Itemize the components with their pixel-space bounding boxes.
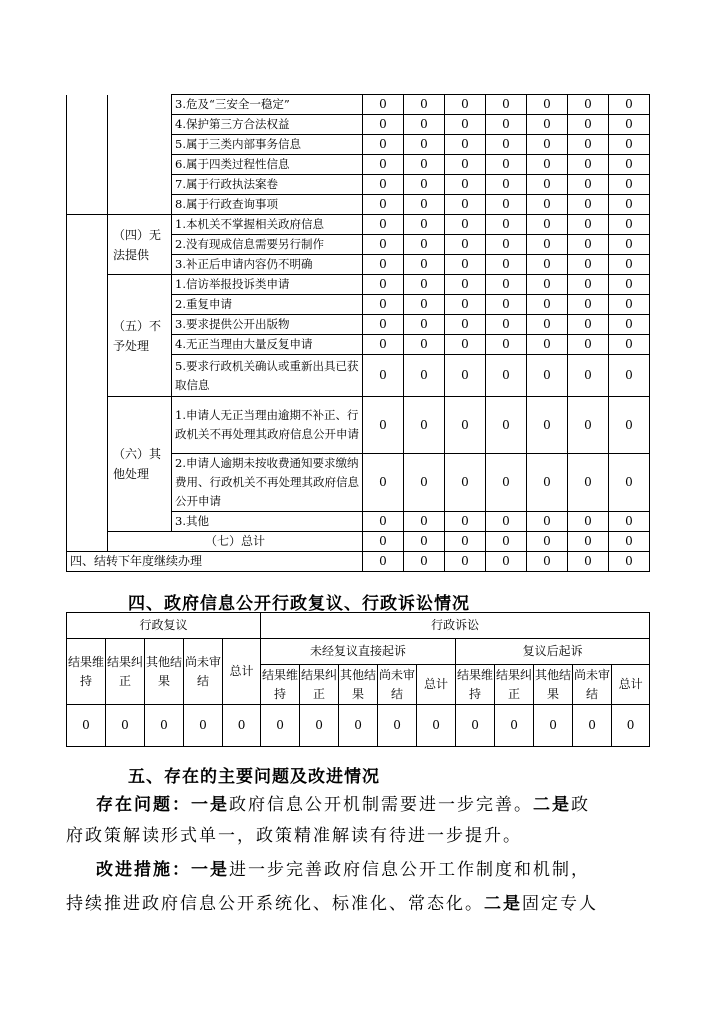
- value-cell: 0: [486, 135, 527, 155]
- value-cell: 0: [445, 512, 486, 532]
- value-cell: 0: [404, 95, 445, 115]
- table-row: [67, 95, 650, 115]
- value-cell: 0: [363, 155, 404, 175]
- value-cell: 0: [363, 275, 404, 295]
- p1-b-text: 政: [571, 795, 590, 815]
- value-cell: 0: [363, 115, 404, 135]
- value-cell: 0: [527, 355, 568, 397]
- value-cell: 0: [404, 235, 445, 255]
- value-cell: 0: [527, 215, 568, 235]
- after-col-0: 结果维持: [456, 665, 495, 705]
- value-cell: 0: [568, 552, 609, 572]
- m-b-text: 固定专人: [522, 894, 598, 914]
- direct-col-3: 尚未审结: [378, 665, 417, 705]
- value-cell: 0: [486, 512, 527, 532]
- value-cell: 0: [445, 195, 486, 215]
- direct-suit-header: 未经复议直接起诉: [261, 639, 456, 665]
- value-cell: 0: [568, 215, 609, 235]
- m-a-label: 一是: [191, 860, 229, 880]
- value-cell: 0: [363, 135, 404, 155]
- value-cell: 0: [445, 552, 486, 572]
- row-label: 5.要求行政机关确认或重新出具已获取信息: [172, 355, 363, 397]
- litigation-header: 行政诉讼: [261, 613, 650, 639]
- row-label: 1.信访举报投诉类申请: [172, 275, 363, 295]
- value-cell: 0: [363, 215, 404, 235]
- value-cell: 0: [527, 397, 568, 454]
- value-cell: 0: [609, 235, 650, 255]
- value-cell: 0: [568, 255, 609, 275]
- value-cell: 0: [404, 532, 445, 552]
- value-cell: 0: [568, 95, 609, 115]
- row-label: 4.保护第三方合法权益: [172, 115, 363, 135]
- value-cell: 0: [404, 215, 445, 235]
- row-label: 8.属于行政查询事项: [172, 195, 363, 215]
- row-label: 3.其他: [172, 512, 363, 532]
- value-cell: 0: [527, 195, 568, 215]
- value-cell: 0: [527, 175, 568, 195]
- value-cell: 0: [445, 397, 486, 454]
- value-cell: 0: [363, 295, 404, 315]
- review-col-4: 总计: [223, 639, 261, 705]
- value-cell: 0: [568, 532, 609, 552]
- value-cell: 0: [609, 175, 650, 195]
- row-label: 7.属于行政执法案卷: [172, 175, 363, 195]
- value-cell: 0: [568, 175, 609, 195]
- group-title: （五）不予处理: [108, 275, 172, 397]
- value-cell: 0: [363, 195, 404, 215]
- value-cell: 0: [609, 295, 650, 315]
- row-label: 3.补正后申请内容仍不明确: [172, 255, 363, 275]
- value-cell: 0: [486, 355, 527, 397]
- direct-col-4: 总计: [417, 665, 456, 705]
- value-cell: 0: [609, 275, 650, 295]
- value-cell: 0: [486, 335, 527, 355]
- row-label: 2.重复申请: [172, 295, 363, 315]
- value-cell: 0: [445, 235, 486, 255]
- measures-paragraph-line2: [66, 891, 646, 917]
- value-cell: 0: [363, 355, 404, 397]
- total-label: （七）总计: [108, 532, 363, 552]
- value-cell: 0: [404, 315, 445, 335]
- value-cell: 0: [527, 95, 568, 115]
- value-cell: 0: [486, 315, 527, 335]
- value-cell: 0: [486, 195, 527, 215]
- after-col-3: 尚未审结: [573, 665, 612, 705]
- value-cell: 0: [568, 295, 609, 315]
- value-cell: 0: [486, 155, 527, 175]
- row-label: 2.没有现成信息需要另行制作: [172, 235, 363, 255]
- value-cell: 0: [609, 95, 650, 115]
- p1-b-label: 二是: [533, 795, 571, 815]
- value-cell: 0: [527, 335, 568, 355]
- value-cell: 0: [568, 115, 609, 135]
- after-col-4: 总计: [612, 665, 650, 705]
- p1-a-text: 政府信息公开机制需要进一步完善。: [229, 795, 533, 815]
- value-cell: 0: [527, 155, 568, 175]
- measures-paragraph: [96, 857, 636, 883]
- value-cell: 0: [445, 135, 486, 155]
- value-cell: 0: [486, 175, 527, 195]
- m-line2: 持续推进政府信息公开系统化、标准化、常态化。: [66, 894, 484, 914]
- row-label: 3.危及“三安全一稳定”: [172, 95, 363, 115]
- direct-col-0: 结果维持: [261, 665, 300, 705]
- outer-blank-cell: [67, 215, 108, 552]
- p1-a-label: 一是: [191, 795, 229, 815]
- value-cell: 0: [527, 532, 568, 552]
- section4-heading: 四、政府信息公开行政复议、行政诉讼情况: [128, 594, 470, 614]
- value-cell: 0: [184, 705, 223, 747]
- value-cell: 0: [363, 397, 404, 454]
- value-cell: 0: [404, 175, 445, 195]
- after-col-2: 其他结果: [534, 665, 573, 705]
- review-col-1: 结果纠正: [106, 639, 145, 705]
- value-cell: 0: [568, 454, 609, 512]
- after-col-1: 结果纠正: [495, 665, 534, 705]
- value-cell: 0: [445, 175, 486, 195]
- value-cell: 0: [486, 235, 527, 255]
- problems-paragraph: [96, 792, 636, 818]
- value-cell: 0: [486, 95, 527, 115]
- value-cell: 0: [609, 512, 650, 532]
- value-cell: 0: [527, 454, 568, 512]
- value-cell: 0: [445, 295, 486, 315]
- value-cell: 0: [363, 335, 404, 355]
- row-label: 5.属于三类内部事务信息: [172, 135, 363, 155]
- problems-paragraph-line2: [66, 823, 606, 849]
- value-cell: 0: [573, 705, 612, 747]
- row-label: 1.本机关不掌握相关政府信息: [172, 215, 363, 235]
- value-cell: 0: [609, 315, 650, 335]
- group-blank-cell: [108, 95, 172, 215]
- row-label: 6.属于四类过程性信息: [172, 155, 363, 175]
- value-cell: 0: [445, 355, 486, 397]
- value-cell: 0: [363, 532, 404, 552]
- carry-label: 四、结转下年度继续办理: [67, 552, 363, 572]
- value-cell: 0: [568, 335, 609, 355]
- value-cell: 0: [527, 275, 568, 295]
- value-cell: 0: [486, 115, 527, 135]
- problems-label: 存在问题：: [96, 795, 191, 815]
- value-cell: 0: [527, 115, 568, 135]
- value-cell: 0: [609, 397, 650, 454]
- value-cell: 0: [404, 397, 445, 454]
- value-cell: 0: [456, 705, 495, 747]
- value-cell: 0: [363, 552, 404, 572]
- value-cell: 0: [534, 705, 573, 747]
- value-cell: 0: [486, 552, 527, 572]
- value-cell: 0: [404, 255, 445, 275]
- direct-col-1: 结果纠正: [300, 665, 339, 705]
- review-col-3: 尚未审结: [184, 639, 223, 705]
- value-cell: 0: [609, 115, 650, 135]
- direct-col-2: 其他结果: [339, 665, 378, 705]
- value-cell: 0: [404, 355, 445, 397]
- value-cell: 0: [363, 512, 404, 532]
- value-cell: 0: [404, 552, 445, 572]
- value-cell: 0: [527, 235, 568, 255]
- group-title: （四）无法提供: [108, 215, 172, 275]
- section5-heading: 五、存在的主要问题及改进情况: [128, 767, 380, 787]
- value-cell: 0: [609, 215, 650, 235]
- table-row: [67, 215, 650, 235]
- value-cell: 0: [568, 512, 609, 532]
- value-cell: 0: [445, 155, 486, 175]
- value-cell: 0: [404, 275, 445, 295]
- carry-row: [67, 552, 650, 572]
- value-cell: 0: [445, 454, 486, 512]
- value-cell: 0: [404, 335, 445, 355]
- outer-blank-cell: [67, 95, 108, 215]
- value-cell: 0: [486, 255, 527, 275]
- value-cell: 0: [609, 195, 650, 215]
- value-cell: 0: [568, 355, 609, 397]
- value-cell: 0: [300, 705, 339, 747]
- value-cell: 0: [363, 235, 404, 255]
- value-cell: 0: [363, 175, 404, 195]
- value-cell: 0: [609, 135, 650, 155]
- value-cell: 0: [445, 275, 486, 295]
- value-cell: 0: [527, 552, 568, 572]
- m-a-text: 进一步完善政府信息公开工作制度和机制，: [229, 860, 590, 880]
- value-cell: 0: [445, 335, 486, 355]
- value-cell: 0: [527, 295, 568, 315]
- value-cell: 0: [609, 454, 650, 512]
- value-cell: 0: [527, 135, 568, 155]
- value-cell: 0: [106, 705, 145, 747]
- row-label: 3.要求提供公开出版物: [172, 315, 363, 335]
- review-col-2: 其他结果: [145, 639, 184, 705]
- value-cell: 0: [378, 705, 417, 747]
- value-cell: 0: [486, 275, 527, 295]
- value-cell: 0: [417, 705, 456, 747]
- value-cell: 0: [568, 155, 609, 175]
- value-cell: 0: [445, 255, 486, 275]
- value-cell: 0: [404, 512, 445, 532]
- value-cell: 0: [527, 315, 568, 335]
- value-cell: 0: [404, 195, 445, 215]
- value-cell: 0: [568, 135, 609, 155]
- value-cell: 0: [486, 532, 527, 552]
- value-cell: 0: [445, 95, 486, 115]
- value-cell: 0: [486, 295, 527, 315]
- value-cell: 0: [486, 397, 527, 454]
- value-cell: 0: [568, 195, 609, 215]
- value-cell: 0: [612, 705, 650, 747]
- value-cell: 0: [445, 315, 486, 335]
- review-col-0: 结果维持: [67, 639, 106, 705]
- value-cell: 0: [495, 705, 534, 747]
- review-litigation-table: [66, 612, 650, 747]
- row-label: 4.无正当理由大量反复申请: [172, 335, 363, 355]
- after-review-header: 复议后起诉: [456, 639, 650, 665]
- value-cell: 0: [261, 705, 300, 747]
- measures-label: 改进措施：: [96, 860, 191, 880]
- value-cell: 0: [445, 532, 486, 552]
- total-row: [67, 532, 650, 552]
- value-cell: 0: [527, 512, 568, 532]
- value-cell: 0: [67, 705, 106, 747]
- value-cell: 0: [568, 235, 609, 255]
- value-cell: 0: [568, 315, 609, 335]
- value-cell: 0: [363, 315, 404, 335]
- review-header: 行政复议: [67, 613, 261, 639]
- row-label: 1.申请人无正当理由逾期不补正、行政机关不再处理其政府信息公开申请: [172, 397, 363, 454]
- group-title: （六）其他处理: [108, 397, 172, 532]
- value-cell: 0: [486, 454, 527, 512]
- value-cell: 0: [609, 335, 650, 355]
- table-row: [67, 275, 650, 295]
- value-cell: 0: [527, 255, 568, 275]
- table-row: [67, 397, 650, 454]
- value-cell: 0: [404, 155, 445, 175]
- value-cell: 0: [445, 115, 486, 135]
- value-cell: 0: [145, 705, 184, 747]
- value-cell: 0: [568, 275, 609, 295]
- value-cell: 0: [609, 355, 650, 397]
- value-cell: 0: [609, 255, 650, 275]
- row-label: 2.申请人逾期未按收费通知要求缴纳费用、行政机关不再处理其政府信息公开申请: [172, 454, 363, 512]
- value-cell: 0: [609, 155, 650, 175]
- value-cell: 0: [404, 295, 445, 315]
- applications-result-table: [66, 94, 650, 572]
- p1-line2: 府政策解读形式单一，政策精准解读有待进一步提升。: [66, 826, 522, 846]
- value-cell: 0: [339, 705, 378, 747]
- value-cell: 0: [486, 215, 527, 235]
- value-cell: 0: [404, 454, 445, 512]
- value-cell: 0: [609, 552, 650, 572]
- value-cell: 0: [363, 95, 404, 115]
- value-cell: 0: [404, 115, 445, 135]
- value-cell: 0: [363, 255, 404, 275]
- value-cell: 0: [223, 705, 261, 747]
- value-cell: 0: [404, 135, 445, 155]
- value-cell: 0: [609, 532, 650, 552]
- m-b-label: 二是: [484, 894, 522, 914]
- value-cell: 0: [363, 454, 404, 512]
- value-cell: 0: [445, 215, 486, 235]
- value-cell: 0: [568, 397, 609, 454]
